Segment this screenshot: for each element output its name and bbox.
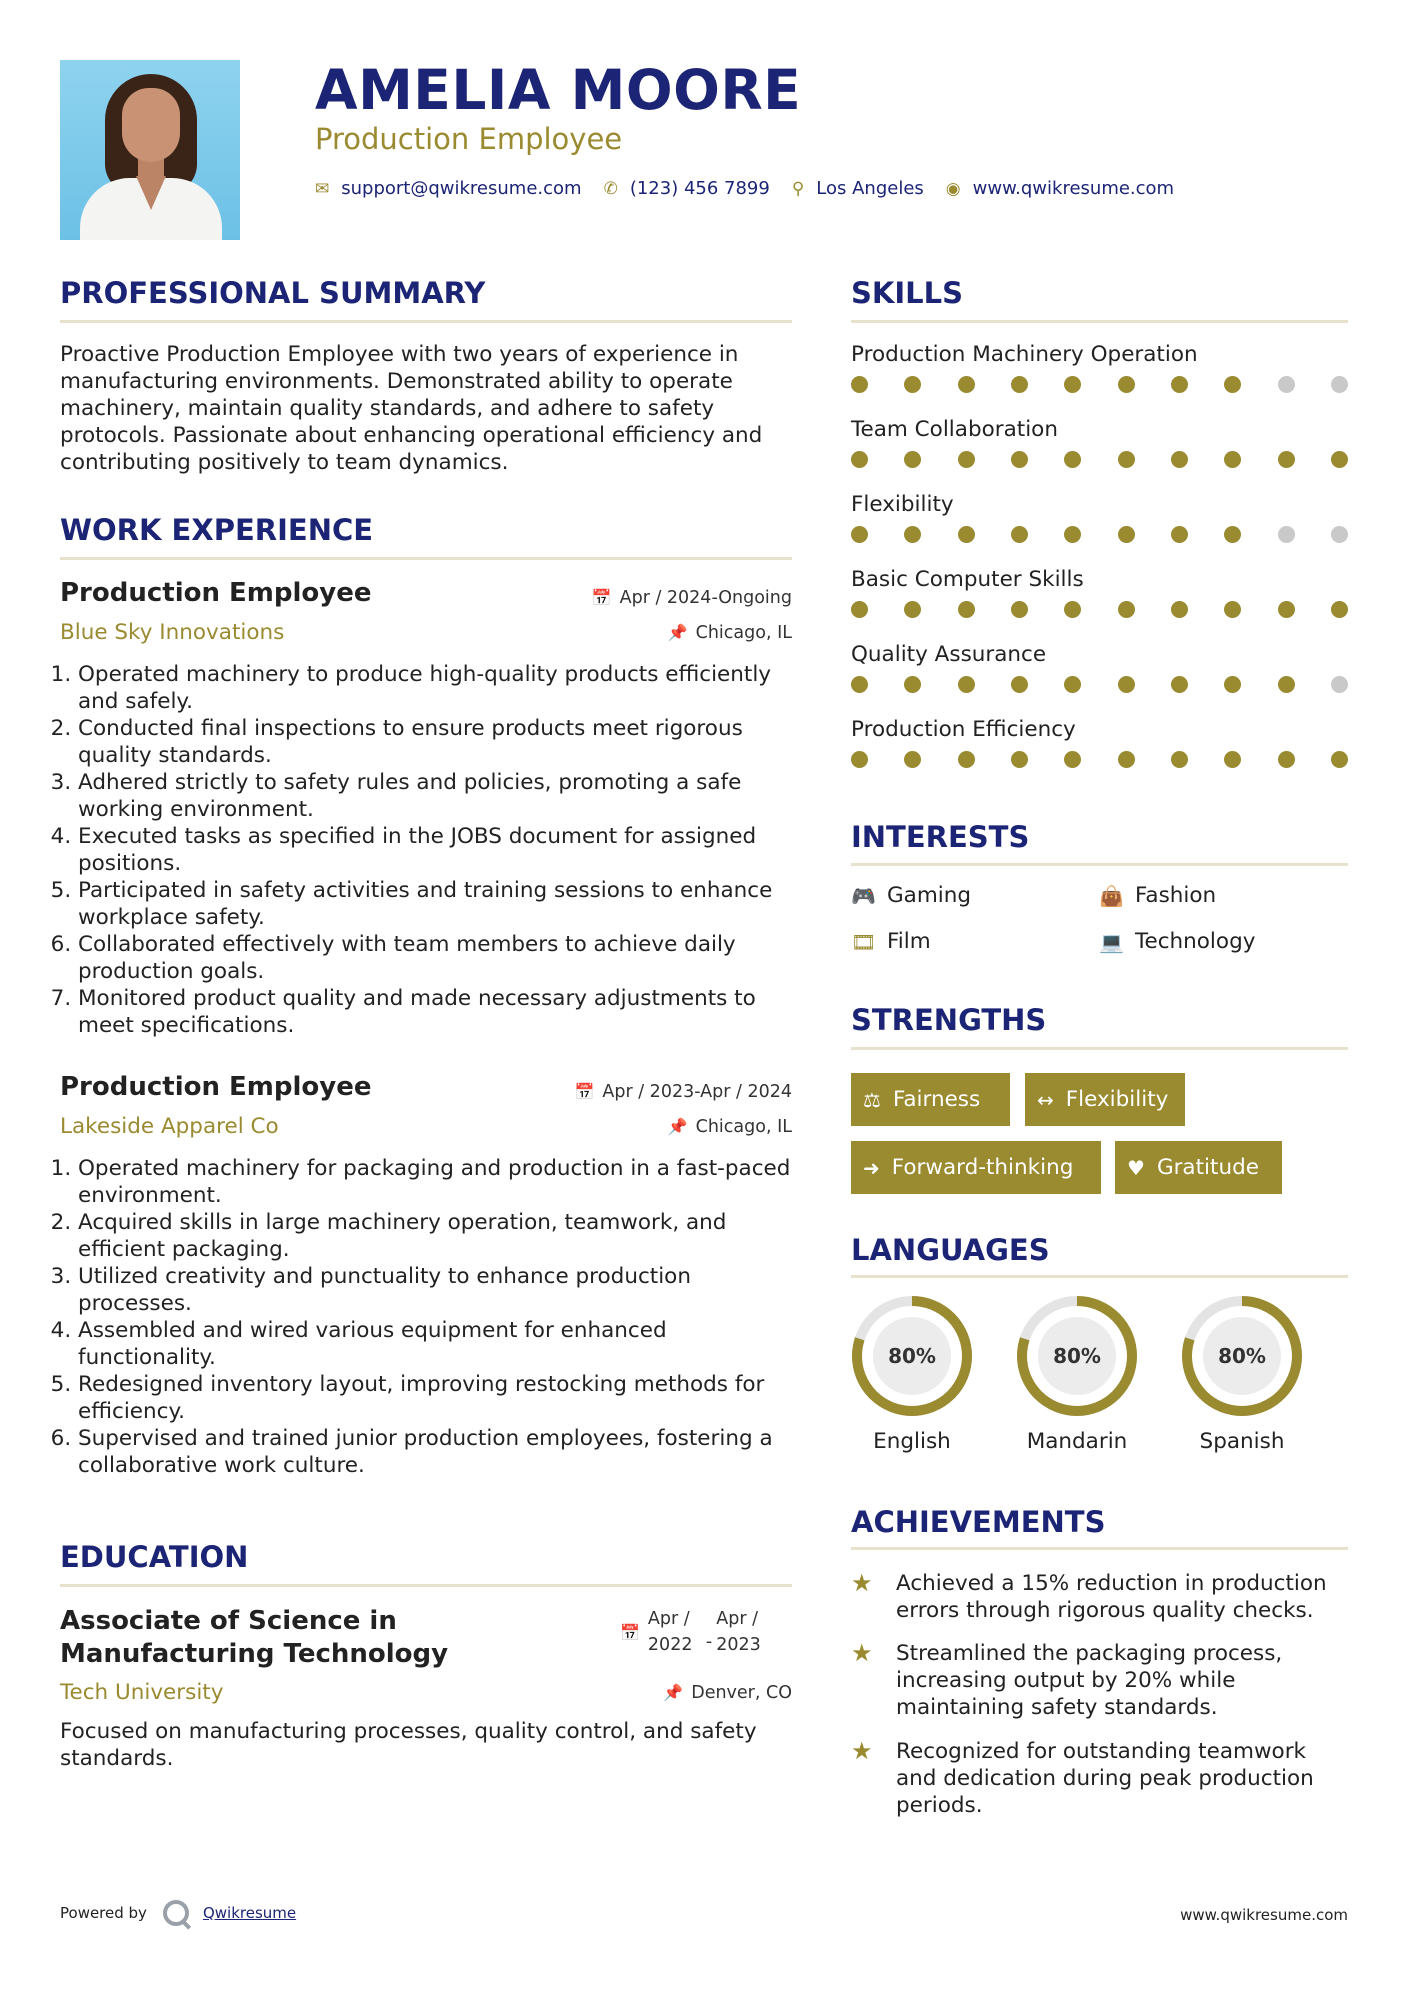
star-icon: ★ xyxy=(851,1569,873,1597)
skill-dot xyxy=(958,451,975,468)
skill-dot xyxy=(1331,376,1348,393)
language-item xyxy=(851,1295,973,1454)
skill-name: Team Collaboration xyxy=(851,417,1058,442)
list-item: 1. Operated machinery to produce high-quality products efficiently and safely. xyxy=(78,661,810,715)
balance-scale-icon: ⚖ xyxy=(863,1087,881,1112)
skill-dot xyxy=(1118,751,1135,768)
list-item: 2. Acquired skills in large machinery operation, teamwork, and efficient packaging. xyxy=(78,1209,810,1263)
skill-dot xyxy=(1118,376,1135,393)
interest-item: 💻 Technology xyxy=(1099,929,1256,954)
skill-dot xyxy=(904,376,921,393)
achievement-item: ★ Recognized for outstanding teamwork and dedication during peak production periods. xyxy=(851,1737,1314,1818)
skill-dot xyxy=(1278,451,1295,468)
skill-dot xyxy=(904,601,921,618)
list-item: 3. Adhered strictly to safety rules and policies, promoting a safe working environment. xyxy=(78,769,810,823)
skill-dot xyxy=(1171,601,1188,618)
skill-dot xyxy=(851,751,868,768)
list-item: 4. Executed tasks as specified in the JOBS document for assigned positions. xyxy=(78,823,810,877)
skill-dot xyxy=(1278,751,1295,768)
calendar-icon: 📅 xyxy=(574,1082,595,1101)
skill-dot xyxy=(1171,751,1188,768)
contact-email[interactable]: ✉ support@qwikresume.com xyxy=(315,178,582,199)
skill-name: Basic Computer Skills xyxy=(851,567,1084,592)
skill-item xyxy=(851,492,1348,517)
skill-name: Flexibility xyxy=(851,492,954,517)
education-location: 📌 Denver, CO xyxy=(663,1683,792,1703)
degree-title: Associate of Science in Manufacturing Technology xyxy=(60,1606,449,1669)
skill-rating xyxy=(851,676,1348,694)
skills-heading: SKILLS xyxy=(851,276,963,310)
strengths-divider xyxy=(851,1047,1348,1050)
skill-dot xyxy=(1331,676,1348,693)
skill-dot xyxy=(1011,526,1028,543)
language-name: Mandarin xyxy=(1026,1429,1128,1454)
footer-url[interactable]: www.qwikresume.com xyxy=(1180,1906,1348,1924)
envelope-icon: ✉ xyxy=(315,178,330,199)
language-name: English xyxy=(873,1429,951,1454)
skill-dot xyxy=(1171,451,1188,468)
heart-icon: ♥ xyxy=(1127,1155,1145,1180)
skill-name: Production Machinery Operation xyxy=(851,342,1198,367)
map-marker-icon: ⚲ xyxy=(791,178,805,199)
achievements-divider xyxy=(851,1547,1348,1550)
skill-dot xyxy=(1224,376,1241,393)
globe-icon: ◉ xyxy=(945,178,961,199)
skill-dot xyxy=(1118,526,1135,543)
arrows-h-icon: ↔ xyxy=(1037,1087,1054,1112)
skill-dot xyxy=(904,526,921,543)
skill-rating xyxy=(851,376,1348,394)
skill-name: Quality Assurance xyxy=(851,642,1047,667)
star-icon: ★ xyxy=(851,1737,873,1765)
contact-website[interactable]: ◉ www.qwikresume.com xyxy=(945,178,1175,199)
skill-rating xyxy=(851,526,1348,544)
skill-dot xyxy=(1224,451,1241,468)
skill-dot xyxy=(1064,376,1081,393)
skill-name: Production Efficiency xyxy=(851,717,1076,742)
interest-item: 🎞 Film xyxy=(851,929,931,954)
job-company: Lakeside Apparel Co xyxy=(60,1114,279,1139)
achievement-item: ★ Achieved a 15% reduction in production errors through rigorous quality checks. xyxy=(851,1569,1327,1623)
skill-dot xyxy=(851,676,868,693)
skill-dot xyxy=(1331,751,1348,768)
skill-dot xyxy=(958,376,975,393)
achievements-heading: ACHIEVEMENTS xyxy=(851,1505,1106,1539)
interests-heading: INTERESTS xyxy=(851,820,1030,854)
skill-dot xyxy=(1011,376,1028,393)
skill-dot xyxy=(1011,751,1028,768)
skill-dot xyxy=(904,451,921,468)
contact-bar xyxy=(315,178,1196,199)
interest-item: 🎮 Gaming xyxy=(851,883,972,908)
skill-dot xyxy=(1278,676,1295,693)
strengths-heading: STRENGTHS xyxy=(851,1003,1047,1037)
skill-dot xyxy=(1171,526,1188,543)
achievement-item: ★ Streamlined the packaging process, increasing output by 20% while maintaining safety standards. xyxy=(851,1639,1283,1720)
experience-heading: WORK EXPERIENCE xyxy=(60,513,374,547)
skill-dot xyxy=(958,526,975,543)
shopping-bag-icon: 👜 xyxy=(1099,883,1124,908)
skill-item xyxy=(851,417,1348,442)
contact-phone[interactable]: ✆ (123) 456 7899 xyxy=(603,178,770,199)
pin-icon: 📌 xyxy=(667,1117,688,1136)
strength-tag: ↔ Flexibility xyxy=(1025,1073,1185,1126)
skill-dot xyxy=(851,376,868,393)
skill-dot xyxy=(1224,601,1241,618)
job-date: 📅 Apr / 2023-Apr / 2024 xyxy=(574,1082,792,1102)
skill-dot xyxy=(958,601,975,618)
language-percent: 80% xyxy=(1218,1344,1266,1368)
skill-dot xyxy=(1118,676,1135,693)
language-item xyxy=(1016,1295,1138,1454)
interests-divider xyxy=(851,863,1348,866)
candidate-name: AMELIA MOORE xyxy=(315,58,802,122)
list-item: 2. Conducted final inspections to ensure products meet rigorous quality standards. xyxy=(78,715,810,769)
job-responsibilities xyxy=(60,1155,810,1479)
film-icon: 🎞 xyxy=(851,929,877,954)
skill-dot xyxy=(1118,451,1135,468)
language-name: Spanish xyxy=(1199,1429,1285,1454)
skill-dot xyxy=(904,676,921,693)
skill-rating xyxy=(851,451,1348,469)
candidate-role: Production Employee xyxy=(315,122,623,156)
list-item: 6. Collaborated effectively with team members to achieve daily production goals. xyxy=(78,931,810,985)
skill-dot xyxy=(851,526,868,543)
job-location: 📌 Chicago, IL xyxy=(667,623,792,643)
pin-icon: 📌 xyxy=(667,623,688,642)
brand-link[interactable]: Qwikresume xyxy=(202,1904,297,1922)
skill-dot xyxy=(1011,676,1028,693)
skill-dot xyxy=(1171,676,1188,693)
language-percent: 80% xyxy=(1053,1344,1101,1368)
skill-rating xyxy=(851,601,1348,619)
qwikresume-logo-icon xyxy=(163,1900,189,1926)
list-item: 4. Assembled and wired various equipment for enhanced functionality. xyxy=(78,1317,810,1371)
powered-by: Powered by Qwikresume xyxy=(60,1900,296,1926)
skill-dot xyxy=(1064,751,1081,768)
strength-tag: ⚖ Fairness xyxy=(851,1073,1010,1126)
job-location: 📌 Chicago, IL xyxy=(667,1117,792,1137)
skill-dot xyxy=(1224,676,1241,693)
star-icon: ★ xyxy=(851,1639,873,1667)
skill-dot xyxy=(851,451,868,468)
list-item: 7. Monitored product quality and made necessary adjustments to meet specifications. xyxy=(78,985,810,1039)
job-company: Blue Sky Innovations xyxy=(60,620,285,645)
laptop-icon: 💻 xyxy=(1099,929,1124,954)
skill-item xyxy=(851,717,1348,742)
languages-divider xyxy=(851,1275,1348,1278)
skill-dot xyxy=(1331,451,1348,468)
pin-icon: 📌 xyxy=(663,1683,684,1702)
calendar-icon: 📅 xyxy=(591,588,612,607)
summary-divider xyxy=(60,320,792,323)
experience-divider xyxy=(60,557,792,560)
strength-tag: ♥ Gratitude xyxy=(1115,1141,1282,1194)
skill-dot xyxy=(1331,526,1348,543)
skill-item xyxy=(851,342,1348,367)
skill-rating xyxy=(851,751,1348,769)
skill-dot xyxy=(958,751,975,768)
job-responsibilities xyxy=(60,661,810,1039)
summary-heading: PROFESSIONAL SUMMARY xyxy=(60,276,486,310)
skill-dot xyxy=(1064,526,1081,543)
gamepad-icon: 🎮 xyxy=(851,883,876,908)
skill-dot xyxy=(958,676,975,693)
job-date: 📅 Apr / 2024-Ongoing xyxy=(591,588,792,608)
arrow-right-icon: ➜ xyxy=(863,1155,880,1180)
profile-photo xyxy=(60,60,240,240)
skill-item xyxy=(851,567,1348,592)
skill-dot xyxy=(1118,601,1135,618)
skill-dot xyxy=(1064,676,1081,693)
list-item: 5. Participated in safety activities and training sessions to enhance workplace safety. xyxy=(78,877,810,931)
skill-dot xyxy=(1064,451,1081,468)
skill-dot xyxy=(1278,601,1295,618)
skill-dot xyxy=(851,601,868,618)
contact-location: ⚲ Los Angeles xyxy=(791,178,924,199)
interest-item: 👜 Fashion xyxy=(1099,883,1217,908)
education-heading: EDUCATION xyxy=(60,1540,249,1574)
job-title: Production Employee xyxy=(60,578,372,608)
skill-dot xyxy=(1224,751,1241,768)
skill-dot xyxy=(1278,526,1295,543)
calendar-icon: 📅 xyxy=(620,1622,640,1642)
list-item: 6. Supervised and trained junior production employees, fostering a collaborative work culture. xyxy=(78,1425,810,1479)
languages-heading: LANGUAGES xyxy=(851,1233,1050,1267)
list-item: 1. Operated machinery for packaging and production in a fast-paced environment. xyxy=(78,1155,810,1209)
skill-dot xyxy=(1331,601,1348,618)
list-item: 3. Utilized creativity and punctuality to enhance production processes. xyxy=(78,1263,810,1317)
education-date: 📅 Apr / 2022 - Apr / 2023 xyxy=(620,1609,761,1655)
skill-dot xyxy=(1064,601,1081,618)
strength-tag: ➜ Forward-thinking xyxy=(851,1141,1101,1194)
education-description: Focused on manufacturing processes, quality control, and safety standards. xyxy=(60,1719,757,1771)
language-item xyxy=(1181,1295,1303,1454)
school-name: Tech University xyxy=(60,1680,224,1705)
skills-divider xyxy=(851,320,1348,323)
job-title: Production Employee xyxy=(60,1072,372,1102)
skill-dot xyxy=(1278,376,1295,393)
skill-item xyxy=(851,642,1348,667)
skill-dot xyxy=(1011,451,1028,468)
phone-icon: ✆ xyxy=(603,178,618,199)
skill-dot xyxy=(1224,526,1241,543)
skill-dot xyxy=(1011,601,1028,618)
skill-dot xyxy=(1171,376,1188,393)
education-divider xyxy=(60,1584,792,1587)
list-item: 5. Redesigned inventory layout, improving restocking methods for efficiency. xyxy=(78,1371,810,1425)
language-percent: 80% xyxy=(888,1344,936,1368)
skill-dot xyxy=(904,751,921,768)
summary-text: Proactive Production Employee with two years of experience in manufacturing environments. Demonstrated ability to operate machinery, maintain quality standards, and adhere to safety protocols. Passionate about enhancing operational efficiency and contributing positively to team dynamics. xyxy=(60,342,763,475)
